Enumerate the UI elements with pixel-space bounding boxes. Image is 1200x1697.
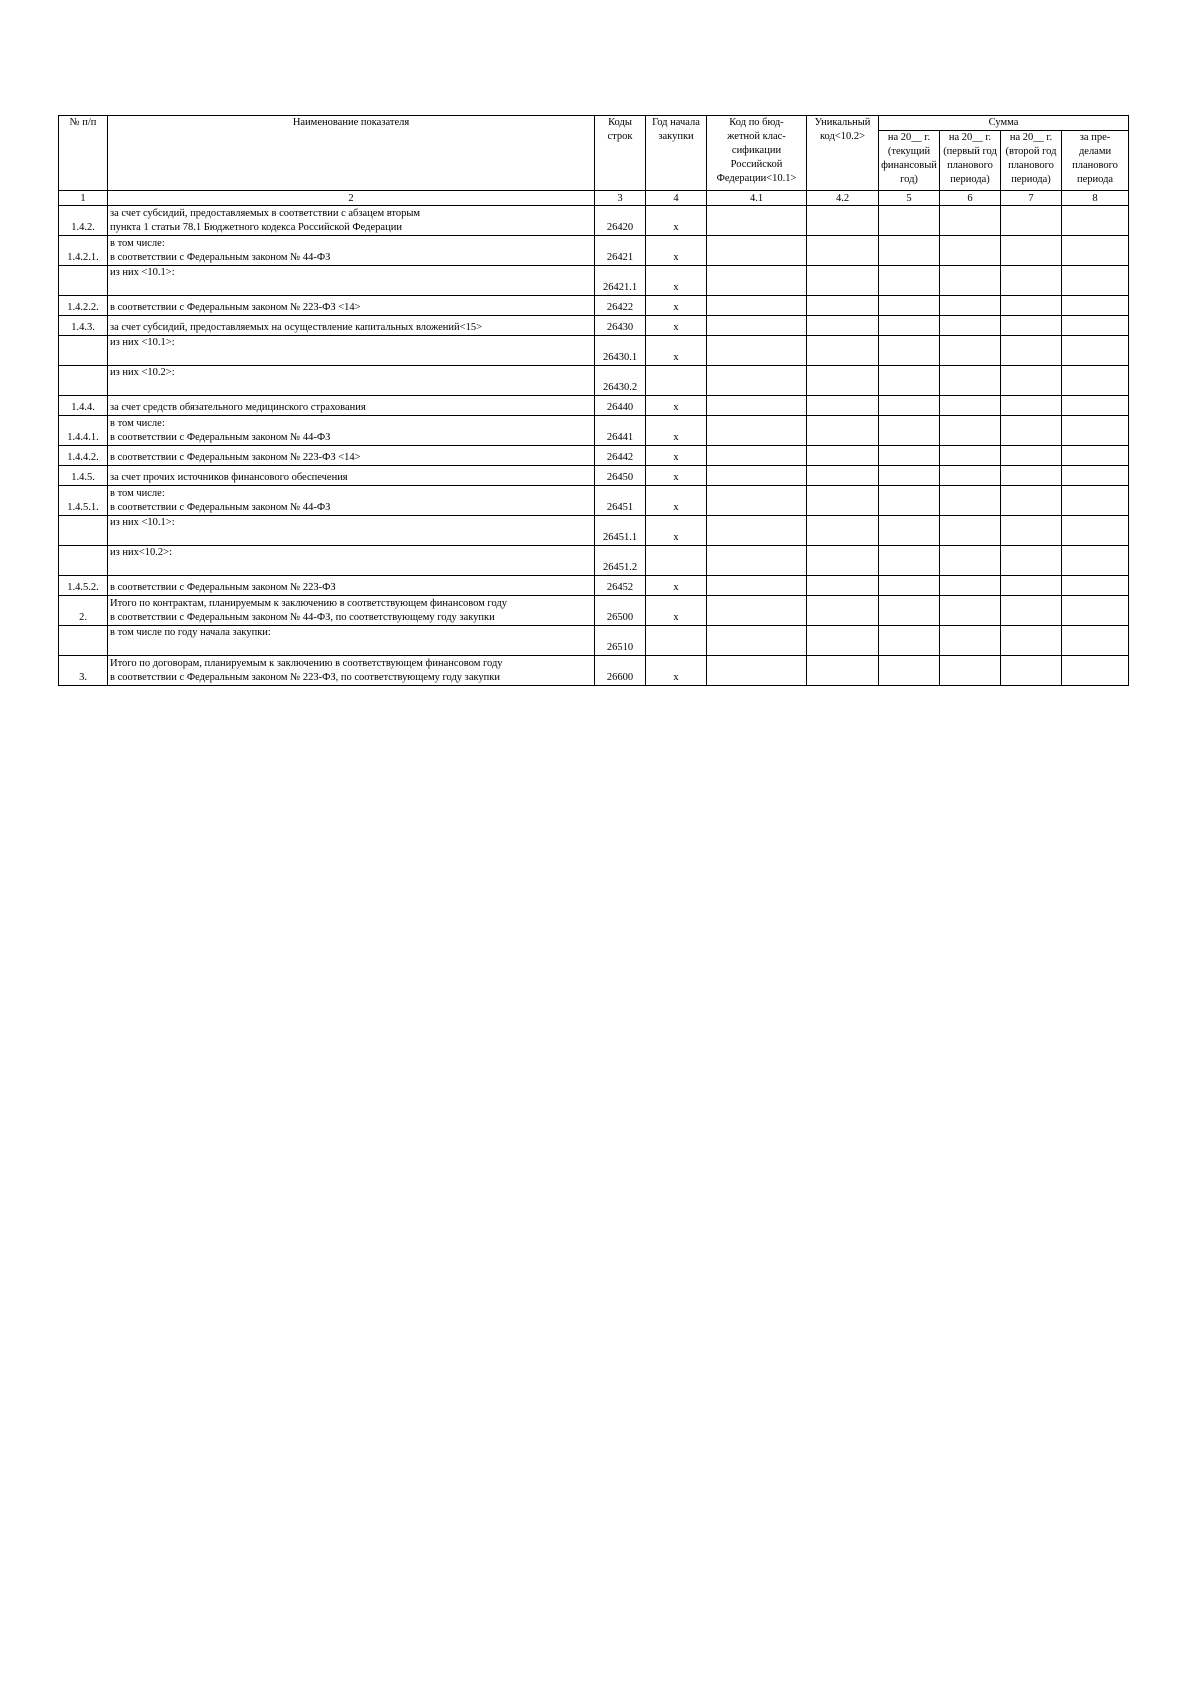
colnum-7: 7 <box>1001 191 1062 206</box>
cell-sum-plan2 <box>1001 446 1062 466</box>
cell-bk-code <box>707 416 807 446</box>
cell-unique-code <box>807 446 879 466</box>
table-row <box>59 656 1129 686</box>
cell-unique-code <box>807 296 879 316</box>
cell-bk-code <box>707 296 807 316</box>
cell-sum-plan2 <box>1001 366 1062 396</box>
row-name-line: в соответствии с Федеральным законом № 223-ФЗ, по соответствующему году закупки <box>110 672 501 683</box>
cell-bk-code <box>707 516 807 546</box>
header-number-row <box>59 191 1129 206</box>
cell-sum-current <box>879 296 940 316</box>
table-row <box>59 336 1129 366</box>
cell-sum-plan1 <box>940 486 1001 516</box>
cell-sum-plan2 <box>1001 236 1062 266</box>
cell-sum-plan1 <box>940 416 1001 446</box>
row-name <box>108 296 595 316</box>
header-sum: Сумма <box>879 116 1129 131</box>
cell-sum-plan1 <box>940 546 1001 576</box>
cell-sum-beyond <box>1062 596 1129 626</box>
row-code: 26430.2 <box>595 366 646 396</box>
row-year: x <box>646 576 707 596</box>
cell-unique-code <box>807 366 879 396</box>
cell-bk-code <box>707 626 807 656</box>
cell-bk-code <box>707 266 807 296</box>
colnum-6: 6 <box>940 191 1001 206</box>
row-year <box>646 626 707 656</box>
cell-unique-code <box>807 336 879 366</box>
row-year: x <box>646 316 707 336</box>
cell-unique-code <box>807 576 879 596</box>
cell-unique-code <box>807 596 879 626</box>
cell-sum-beyond <box>1062 236 1129 266</box>
row-name-line: Итого по контрактам, планируемым к заключению в соответствующем финансовом году <box>110 598 508 609</box>
row-code: 26430.1 <box>595 336 646 366</box>
row-code: 26451.1 <box>595 516 646 546</box>
cell-unique-code <box>807 656 879 686</box>
row-name <box>108 656 595 686</box>
cell-sum-beyond <box>1062 316 1129 336</box>
row-number: 1.4.4.1. <box>59 416 108 446</box>
cell-sum-current <box>879 396 940 416</box>
row-name <box>108 466 595 486</box>
cell-sum-plan1 <box>940 266 1001 296</box>
row-name-line: из них <10.1>: <box>110 337 175 348</box>
cell-sum-beyond <box>1062 446 1129 466</box>
header-sum-plan2: на 20__ г. (второй год планового периода) <box>1001 131 1062 191</box>
header-unique-code: Уникальный код<10.2> <box>807 116 879 191</box>
cell-sum-beyond <box>1062 396 1129 416</box>
row-code: 26421 <box>595 236 646 266</box>
cell-sum-plan2 <box>1001 466 1062 486</box>
row-year: x <box>646 396 707 416</box>
row-code: 26422 <box>595 296 646 316</box>
row-year <box>646 366 707 396</box>
cell-unique-code <box>807 416 879 446</box>
row-name <box>108 316 595 336</box>
table-row <box>59 316 1129 336</box>
row-name-line: в соответствии с Федеральным законом № 223-ФЗ <14> <box>110 452 361 463</box>
cell-unique-code <box>807 236 879 266</box>
cell-bk-code <box>707 206 807 236</box>
cell-sum-plan2 <box>1001 416 1062 446</box>
cell-sum-plan1 <box>940 396 1001 416</box>
cell-sum-current <box>879 266 940 296</box>
cell-sum-plan1 <box>940 596 1001 626</box>
row-number: 1.4.5. <box>59 466 108 486</box>
cell-bk-code <box>707 396 807 416</box>
cell-sum-plan2 <box>1001 596 1062 626</box>
row-year: x <box>646 446 707 466</box>
header-bk-code: Код по бюд-жетной клас-сификации Российской Федерации<10.1> <box>707 116 807 191</box>
cell-sum-beyond <box>1062 486 1129 516</box>
cell-bk-code <box>707 316 807 336</box>
row-number: 1.4.4.2. <box>59 446 108 466</box>
cell-sum-plan1 <box>940 576 1001 596</box>
cell-unique-code <box>807 486 879 516</box>
row-code: 26442 <box>595 446 646 466</box>
header-name: Наименование показателя <box>108 116 595 191</box>
table-body <box>59 206 1129 686</box>
row-number: 1.4.2.1. <box>59 236 108 266</box>
cell-sum-plan2 <box>1001 336 1062 366</box>
row-year: x <box>646 266 707 296</box>
cell-sum-plan1 <box>940 466 1001 486</box>
cell-sum-plan2 <box>1001 266 1062 296</box>
table-row <box>59 596 1129 626</box>
cell-sum-beyond <box>1062 626 1129 656</box>
cell-sum-beyond <box>1062 366 1129 396</box>
cell-unique-code <box>807 546 879 576</box>
row-code: 26600 <box>595 656 646 686</box>
row-year: x <box>646 516 707 546</box>
colnum-1: 1 <box>59 191 108 206</box>
header-sum-plan1: на 20__ г. (первый год планового периода) <box>940 131 1001 191</box>
cell-sum-current <box>879 576 940 596</box>
row-year: x <box>646 416 707 446</box>
row-year: x <box>646 466 707 486</box>
row-code: 26452 <box>595 576 646 596</box>
row-year: x <box>646 596 707 626</box>
row-name-line: в том числе: <box>110 418 165 429</box>
colnum-4-2: 4.2 <box>807 191 879 206</box>
row-number: 2. <box>59 596 108 626</box>
cell-sum-current <box>879 206 940 236</box>
row-number <box>59 516 108 546</box>
row-name <box>108 576 595 596</box>
cell-sum-plan2 <box>1001 206 1062 236</box>
row-name <box>108 446 595 466</box>
cell-sum-beyond <box>1062 336 1129 366</box>
cell-sum-plan2 <box>1001 546 1062 576</box>
cell-sum-current <box>879 366 940 396</box>
cell-sum-beyond <box>1062 416 1129 446</box>
row-name <box>108 626 595 656</box>
cell-sum-plan2 <box>1001 296 1062 316</box>
cell-sum-current <box>879 656 940 686</box>
row-name-line: за счет средств обязательного медицинского страхования <box>110 402 366 413</box>
cell-sum-beyond <box>1062 516 1129 546</box>
cell-sum-beyond <box>1062 206 1129 236</box>
table-row <box>59 266 1129 296</box>
cell-sum-plan1 <box>940 316 1001 336</box>
table-row <box>59 416 1129 446</box>
row-name-line: в том числе по году начала закупки: <box>110 627 271 638</box>
row-number: 1.4.2. <box>59 206 108 236</box>
cell-sum-plan1 <box>940 336 1001 366</box>
cell-sum-beyond <box>1062 656 1129 686</box>
cell-sum-plan2 <box>1001 486 1062 516</box>
row-code: 26451 <box>595 486 646 516</box>
row-name-line: пункта 1 статьи 78.1 Бюджетного кодекса Российской Федерации <box>110 222 402 233</box>
table-row <box>59 296 1129 316</box>
cell-unique-code <box>807 396 879 416</box>
cell-bk-code <box>707 366 807 396</box>
cell-bk-code <box>707 546 807 576</box>
row-year: x <box>646 236 707 266</box>
row-code: 26451.2 <box>595 546 646 576</box>
table-row <box>59 396 1129 416</box>
row-code: 26420 <box>595 206 646 236</box>
row-number <box>59 546 108 576</box>
row-number: 1.4.5.1. <box>59 486 108 516</box>
cell-sum-plan1 <box>940 296 1001 316</box>
row-name <box>108 516 595 546</box>
cell-unique-code <box>807 516 879 546</box>
row-number: 1.4.3. <box>59 316 108 336</box>
cell-unique-code <box>807 466 879 486</box>
header-num: № п/п <box>59 116 108 191</box>
row-name <box>108 546 595 576</box>
table-row <box>59 546 1129 576</box>
cell-bk-code <box>707 336 807 366</box>
row-year: x <box>646 296 707 316</box>
cell-bk-code <box>707 576 807 596</box>
colnum-4: 4 <box>646 191 707 206</box>
row-number: 1.4.5.2. <box>59 576 108 596</box>
row-year <box>646 546 707 576</box>
row-name-line: за счет субсидий, предоставляемых в соответствии с абзацем вторым <box>110 208 421 219</box>
cell-sum-plan1 <box>940 656 1001 686</box>
colnum-3: 3 <box>595 191 646 206</box>
cell-sum-current <box>879 546 940 576</box>
cell-bk-code <box>707 596 807 626</box>
cell-bk-code <box>707 466 807 486</box>
cell-sum-plan1 <box>940 626 1001 656</box>
row-name <box>108 416 595 446</box>
cell-sum-beyond <box>1062 546 1129 576</box>
colnum-8: 8 <box>1062 191 1129 206</box>
cell-unique-code <box>807 206 879 236</box>
header-sum-beyond: за пре-делами планового периода <box>1062 131 1129 191</box>
cell-sum-plan2 <box>1001 576 1062 596</box>
table-row <box>59 446 1129 466</box>
row-name-line: в соответствии с Федеральным законом № 223-ФЗ <14> <box>110 302 361 313</box>
cell-bk-code <box>707 486 807 516</box>
row-code: 26421.1 <box>595 266 646 296</box>
colnum-5: 5 <box>879 191 940 206</box>
cell-sum-current <box>879 236 940 266</box>
table-row <box>59 626 1129 656</box>
row-name <box>108 336 595 366</box>
row-year: x <box>646 486 707 516</box>
row-number <box>59 626 108 656</box>
row-year: x <box>646 336 707 366</box>
row-name <box>108 486 595 516</box>
header-year: Год начала закупки <box>646 116 707 191</box>
row-name-line: в соответствии с Федеральным законом № 44-ФЗ <box>110 432 331 443</box>
cell-sum-current <box>879 446 940 466</box>
row-code: 26510 <box>595 626 646 656</box>
colnum-4-1: 4.1 <box>707 191 807 206</box>
table-row <box>59 366 1129 396</box>
table-row <box>59 236 1129 266</box>
table-row <box>59 486 1129 516</box>
table-row <box>59 206 1129 236</box>
row-name <box>108 396 595 416</box>
cell-sum-beyond <box>1062 296 1129 316</box>
cell-sum-plan1 <box>940 366 1001 396</box>
row-number: 1.4.4. <box>59 396 108 416</box>
colnum-2: 2 <box>108 191 595 206</box>
cell-bk-code <box>707 236 807 266</box>
cell-sum-plan1 <box>940 446 1001 466</box>
row-year: x <box>646 206 707 236</box>
cell-sum-plan2 <box>1001 516 1062 546</box>
cell-sum-plan2 <box>1001 396 1062 416</box>
row-number <box>59 366 108 396</box>
row-number <box>59 336 108 366</box>
row-name-line: в том числе: <box>110 488 165 499</box>
cell-sum-plan2 <box>1001 656 1062 686</box>
cell-sum-plan2 <box>1001 626 1062 656</box>
table-header <box>59 116 1129 206</box>
row-name <box>108 206 595 236</box>
cell-sum-current <box>879 626 940 656</box>
row-name-line: из них <10.1>: <box>110 517 175 528</box>
cell-unique-code <box>807 316 879 336</box>
table-row <box>59 516 1129 546</box>
row-code: 26500 <box>595 596 646 626</box>
procurement-table <box>58 115 1129 686</box>
row-name <box>108 266 595 296</box>
cell-sum-plan1 <box>940 206 1001 236</box>
row-name-line: Итого по договорам, планируемым к заключению в соответствующем финансовом году <box>110 658 503 669</box>
row-number <box>59 266 108 296</box>
row-year: x <box>646 656 707 686</box>
row-code: 26450 <box>595 466 646 486</box>
row-name-line: из них <10.1>: <box>110 267 175 278</box>
header-code: Коды строк <box>595 116 646 191</box>
cell-sum-current <box>879 316 940 336</box>
cell-sum-beyond <box>1062 466 1129 486</box>
row-name <box>108 366 595 396</box>
row-name-line: в том числе: <box>110 238 165 249</box>
cell-sum-current <box>879 466 940 486</box>
cell-sum-current <box>879 516 940 546</box>
row-code: 26440 <box>595 396 646 416</box>
cell-bk-code <box>707 446 807 466</box>
cell-sum-plan2 <box>1001 316 1062 336</box>
header-sum-current: на 20__ г. (текущий финансовый год) <box>879 131 940 191</box>
row-name-line: в соответствии с Федеральным законом № 44-ФЗ <box>110 502 331 513</box>
row-name-line: в соответствии с Федеральным законом № 223-ФЗ <box>110 582 336 593</box>
row-code: 26441 <box>595 416 646 446</box>
row-name-line: в соответствии с Федеральным законом № 44-ФЗ, по соответствующему году закупки <box>110 612 495 623</box>
row-name-line: в соответствии с Федеральным законом № 44-ФЗ <box>110 252 331 263</box>
table-row <box>59 576 1129 596</box>
row-name <box>108 596 595 626</box>
row-name-line: из них<10.2>: <box>110 547 173 558</box>
cell-sum-plan1 <box>940 236 1001 266</box>
row-number: 1.4.2.2. <box>59 296 108 316</box>
cell-sum-beyond <box>1062 266 1129 296</box>
cell-sum-plan1 <box>940 516 1001 546</box>
row-name-line: за счет прочих источников финансового обеспечения <box>110 472 348 483</box>
cell-sum-current <box>879 336 940 366</box>
cell-sum-current <box>879 596 940 626</box>
row-number: 3. <box>59 656 108 686</box>
table-row <box>59 466 1129 486</box>
row-name-line: за счет субсидий, предоставляемых на осуществление капитальных вложений<15> <box>110 322 482 333</box>
cell-unique-code <box>807 266 879 296</box>
form-sheet <box>58 115 1128 686</box>
cell-sum-current <box>879 416 940 446</box>
row-code: 26430 <box>595 316 646 336</box>
cell-sum-beyond <box>1062 576 1129 596</box>
cell-unique-code <box>807 626 879 656</box>
row-name <box>108 236 595 266</box>
cell-sum-current <box>879 486 940 516</box>
cell-bk-code <box>707 656 807 686</box>
row-name-line: из них <10.2>: <box>110 367 175 378</box>
